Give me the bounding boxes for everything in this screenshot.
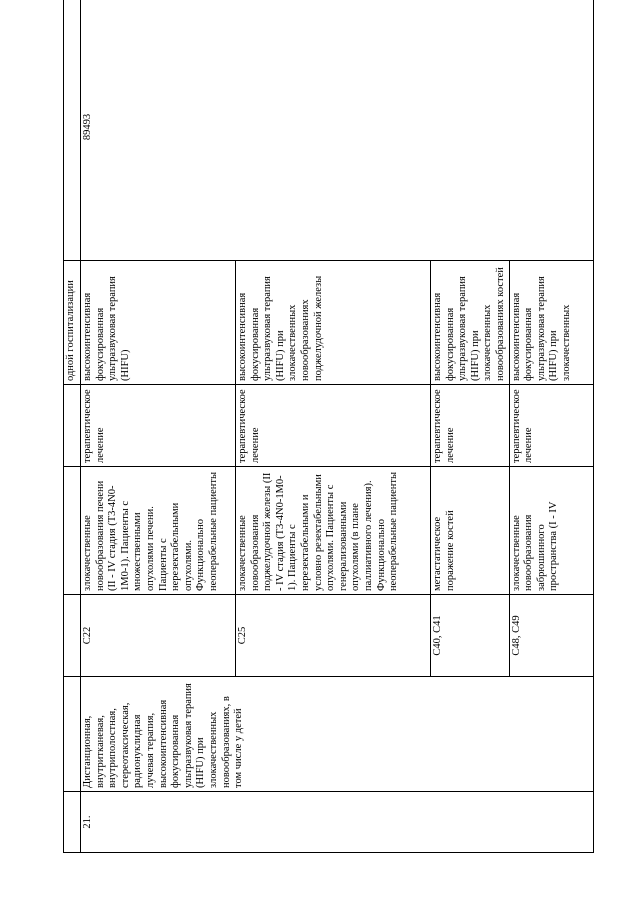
header-hospitalization-cell: одной госпитализации xyxy=(64,261,81,385)
treatment-type: терапевтическое лечение xyxy=(431,385,510,467)
header-empty-1 xyxy=(64,792,81,853)
patient-model: метастатическое поражение костей xyxy=(431,467,510,595)
header-empty-4 xyxy=(64,467,81,595)
patient-model: злокачественные новообразования печени (II - IV стадия (T3-4N0-1M0-1). Пациенты с множественными опухолями печени. Пациенты с нерезектабельными опухолями. Функционально неоперабельные пациенты xyxy=(81,467,236,595)
group-name: Дистанционная, внутритканевая, внутриполостная, стереотаксическая, радионуклидная лучевая терапия, высокоинтенсивная фокусированная ультразвуковая терапия (HIFU) при злокачественных новообразованиях, в том числе у детей xyxy=(81,677,594,792)
patient-model: злокачественные новообразования поджелудочной железы (II - IV стадия (T3-4N0-1M0-1). Пациенты с нерезектабельными и условно резектабельными опухолями. Пациенты с генерализованными опухолями (в плане паллиативного лечения). Функционально неоперабельные пациенты xyxy=(236,467,431,595)
table-header-row xyxy=(64,0,81,853)
header-empty-5 xyxy=(64,385,81,467)
treatment-type: терапевтическое лечение xyxy=(509,385,593,467)
treatment-method: высокоинтенсивная фокусированная ультразвуковая терапия (HIFU) при злокачественных xyxy=(509,261,593,385)
treatment-method: высокоинтенсивная фокусированная ультразвуковая терапия (HIFU) xyxy=(81,261,236,385)
price-value: 89493 xyxy=(81,0,594,261)
row-number: 21. xyxy=(81,792,594,853)
header-empty-2 xyxy=(64,677,81,792)
table-row xyxy=(81,0,236,853)
icd-code: C48, C49 xyxy=(509,595,593,677)
treatment-type: терапевтическое лечение xyxy=(236,385,431,467)
treatment-table xyxy=(63,0,594,853)
icd-code: C22 xyxy=(81,595,236,677)
icd-code: C25 xyxy=(236,595,431,677)
patient-model: злокачественные новообразования забрюшинного пространства (I - IV xyxy=(509,467,593,595)
header-empty-7 xyxy=(64,0,81,261)
icd-code: C40, C41 xyxy=(431,595,510,677)
treatment-method: высокоинтенсивная фокусированная ультразвуковая терапия (HIFU) при злокачественных новообразованиях костей xyxy=(431,261,510,385)
rotated-table-wrapper xyxy=(63,39,583,853)
header-empty-3 xyxy=(64,595,81,677)
treatment-type: терапевтическое лечение xyxy=(81,385,236,467)
treatment-method: высокоинтенсивная фокусированная ультразвуковая терапия (HIFU) при злокачественных новообразованиях поджелудочной железы xyxy=(236,261,431,385)
